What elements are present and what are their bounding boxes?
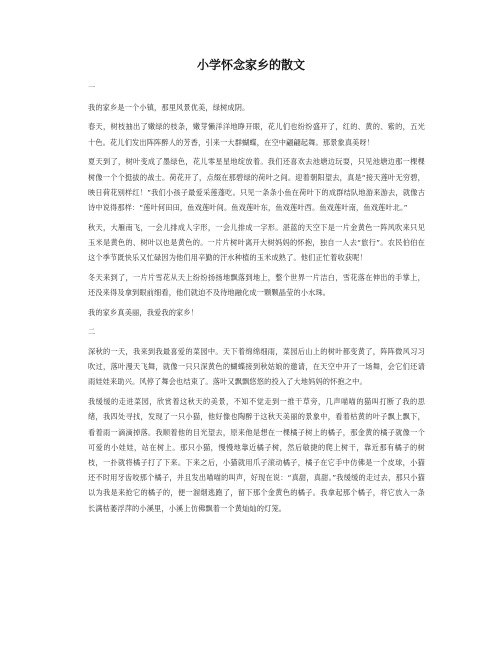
paragraph: 我的家乡是一个小镇，那里风景优美，绿树成阴。 [88, 102, 250, 112]
paragraph: 夏天到了，树叶变成了墨绿色，花儿零星星地绽放着。我们还喜欢去池塘边玩耍，只见池塘边那一棵棵树像一个个挺拔的战士。荷花开了，点缀在那碧绿的荷叶之间。迎着朝阳望去，真是“接天莲叶无穷碧，映日荷花别样红！”我们小孩子最爱采莲蓬吃。只见一条条小鱼在荷叶下的成群结队地游来游去，就像古诗中说得那样：“莲叶何田田，鱼戏莲叶间。鱼戏莲叶东，鱼戏莲叶西。鱼戏莲叶南，鱼戏莲叶北。” [88, 157, 425, 212]
paragraph: 深秋的一天，我来到我最喜爱的菜园中。天下着绵绵细雨，菜园后山上的树叶都变黄了，阵阵微风习习吹过，落叶漫天飞舞，就像一只只深黄色的蝴蝶接到秋姑娘的邀请，在天空中开了一场舞，会它们还请雨娃娃来助兴。风停了舞会也结束了。落叶又飘飘悠悠的投入了大地妈妈的怀抱之中。 [88, 347, 425, 387]
paragraph: 春天，树枝抽出了嫩绿的枝条，嫩芽懒洋洋地睁开眼，花儿们也纷纷盛开了，红的、黄的、紫的，五光十色。花儿们发出阵阵醉人的芳香，引来一大群蝴蝶，在空中翩翩起舞。那景象真美呀！ [88, 122, 425, 147]
paragraph: 我的家乡真美丽，我爱我的家乡！ [88, 307, 199, 317]
document-body [88, 80, 425, 520]
section-marker: 一 [88, 83, 96, 92]
paragraph: 冬天来到了，一片片雪花从天上纷纷扬扬地飘落到地上，整个世界一片洁白，雪花落在伸出的手掌上，还没来得及拿到眼前细看，他们就迫不及待地融化成一颗颗晶莹的小水珠。 [88, 272, 425, 297]
paragraph: 秋天，大雁南飞，一会儿排成人字形，一会儿排成一字形。湛蓝的天空下是一片金黄色一阵风吹来只见玉米是黄色的、树叶以也是黄色的。一片片树叶离开大树妈妈的怀抱，独自一人去“旅行”。农民伯伯在这个季节既快乐又忙碌因为他们用辛勤的汗水种植的玉米成熟了。他们正忙着收获呢！ [88, 222, 425, 263]
section-marker: 二 [88, 327, 96, 337]
document-title: 小学怀念家乡的散文 [196, 58, 305, 72]
paragraph: 我缓缓的走进菜园，欣赏着这秋天的美景，不知不觉走到一推干草旁，几声喵喵的猫叫打断了我的思绪，我四处寻找，发现了一只小猫，他好像也陶醉于这秋天美丽的景象中，看着枯黄的叶子飘上飘下，看着雨一滴滴掉落。我顺着他的目光望去，原来他是想在一棵橘子树上的橘子，那金黄的橘子就像一个可爱的小娃娃，站在树上。那只小猫，慢慢地靠近橘子树，然后敏捷的爬上树干，靠近那有橘子的树枝，一扑就将橘子打了下来。下来之后，小猫就用爪子滚动橘子，橘子在它手中仿佛是一个皮球，小猫还不时用牙齿咬那个橘子，并且发出喵喵的叫声，好现在说：“真甜，真甜。”我缓缓的走过去，那只小猫以为我是来抢它的橘子的，便一溜烟逃跑了，留下那个金黄色的橘子。我拿起那个橘子，将它放入一条长满枯萎浮萍的小溪里，小溪上仿佛飘着一个黄灿灿的灯笼。 [88, 397, 425, 513]
